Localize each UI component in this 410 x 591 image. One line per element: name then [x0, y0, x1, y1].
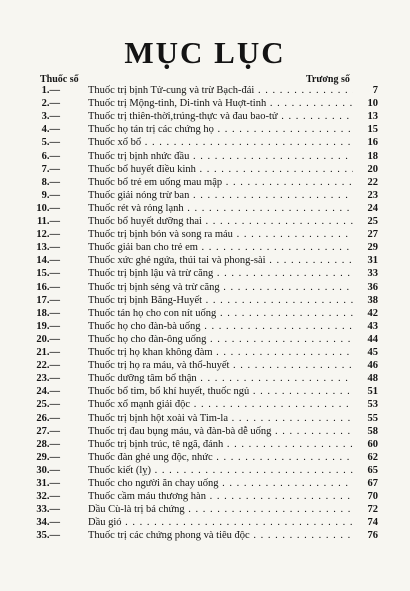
toc-entry [0, 163, 410, 176]
toc-entry [0, 438, 410, 451]
toc-entry-title: Thuốc bổ tim, bổ khí huyết, thuốc ngủ . . . [88, 385, 353, 398]
toc-entry-page: 46 [367, 360, 378, 372]
toc-entry-title: Thuốc giải ban cho trẻ em . . . [88, 241, 353, 254]
toc-entry-page: 62 [367, 451, 378, 463]
toc-entry [0, 281, 410, 294]
toc-entry-number: 30.— [36, 464, 60, 476]
toc-entry-page: 24 [367, 202, 378, 214]
toc-entry-page: 45 [367, 347, 378, 358]
toc-entry-page: 58 [367, 425, 378, 437]
toc-entry-number: 22.— [36, 360, 60, 372]
toc-entry [0, 451, 410, 464]
toc-entry-number: 32.— [36, 491, 60, 503]
toc-entry-number: 33.— [36, 504, 60, 516]
toc-entry [0, 359, 410, 372]
toc-entry-page: 44 [367, 333, 378, 345]
toc-entry-number: 4.— [41, 124, 60, 136]
toc-entry [0, 464, 410, 477]
toc-entry-number: 14.— [36, 255, 60, 267]
toc-entry-number: 8.— [41, 176, 60, 188]
toc-entry-page: 76 [367, 530, 378, 542]
toc-entry [0, 176, 410, 189]
toc-entry-title: Thuốc trị thiên-thời,trúng-thực và đau bao-tử . . . [88, 110, 353, 123]
toc-entry-title: Thuốc trị bịnh hột xoài và Tim-la . . . [88, 412, 353, 425]
toc-entry-number: 16.— [36, 281, 60, 293]
toc-entry [0, 123, 410, 136]
toc-entry-page: 72 [367, 504, 378, 516]
toc-entry [0, 189, 410, 202]
toc-entry [0, 477, 410, 490]
toc-entry-number: 34.— [36, 517, 60, 529]
toc-entry-number: 12.— [36, 229, 60, 241]
toc-entry [0, 97, 410, 110]
toc-entry-title: Thuốc họ cho đàn-ông uống . . . [88, 333, 353, 346]
toc-entry-title: Thuốc trị bịnh trúc, tê ngã, đánh . . . [88, 438, 353, 451]
toc-entry-title: Thuốc kiết (lỵ) . . . [88, 464, 353, 477]
toc-entry-title: Thuốc trị Mộng-tinh, Di-tinh và Huợt-tinh . . . [88, 97, 353, 110]
toc-entry-page: 53 [367, 399, 378, 411]
toc-entry-page: 15 [367, 124, 378, 136]
toc-entry [0, 503, 410, 516]
toc-entry-number: 10.— [36, 202, 60, 214]
toc-entry-title: Thuốc bổ trẻ em uống mau mập . . . [88, 176, 353, 189]
toc-entry [0, 228, 410, 241]
toc-entry-number: 18.— [36, 307, 60, 319]
toc-entry-number: 28.— [36, 438, 60, 450]
toc-entry-page: 36 [367, 281, 378, 293]
toc-entry [0, 267, 410, 280]
toc-entry-page: 27 [367, 229, 378, 241]
toc-entry [0, 254, 410, 267]
toc-entry-title: Dầu gió . . . [88, 516, 353, 529]
toc-entry-title: Dầu Cù-là trị bá chứng . . . [88, 503, 353, 516]
toc-entry-page: 7 [372, 85, 378, 96]
toc-entry-page: 65 [367, 464, 378, 476]
toc-entry-number: 27.— [36, 425, 60, 437]
toc-entry-title: Thuốc rét và rỏng lạnh . . . [88, 202, 353, 215]
toc-entry [0, 372, 410, 385]
toc-entry [0, 516, 410, 529]
toc-entry-page: 20 [367, 163, 378, 175]
toc-entry [0, 150, 410, 163]
toc-entry-number: 21.— [36, 347, 60, 358]
toc-entry-title: Thuốc tán họ cho con nít uống . . . [88, 307, 353, 320]
toc-entry-page: 42 [367, 307, 378, 319]
toc-entry-number: 7.— [41, 163, 60, 175]
toc-entry-title: Thuốc xổ bổ . . . [88, 136, 353, 149]
toc-entry-number: 3.— [41, 111, 60, 123]
toc-entry-title: Thuốc cầm máu thương hàn . . . [88, 490, 353, 503]
toc-entry-number: 17.— [36, 294, 60, 306]
toc-entry-number: 13.— [36, 242, 60, 254]
toc-entry-number: 11.— [36, 216, 60, 227]
toc-entry-title: Thuốc dưỡng tâm bổ thận . . . [88, 372, 353, 385]
toc-entry-page: 51 [367, 386, 378, 398]
toc-entry-page: 70 [367, 491, 378, 503]
toc-entry-title: Thuốc trị đau bụng máu, và đàn-bà dễ uống . . . [88, 425, 353, 438]
toc-entry [0, 215, 410, 228]
toc-entry [0, 307, 410, 320]
toc-entry-title: Thuốc bổ huyết điều kinh . . . [88, 163, 353, 176]
toc-entry-page: 43 [367, 320, 378, 332]
toc-entry-page: 31 [367, 255, 378, 267]
toc-entry [0, 84, 410, 97]
toc-entry-number: 20.— [36, 333, 60, 345]
toc-entry-page: 16 [367, 137, 378, 149]
column-header-page-number: Trương số [306, 74, 350, 85]
toc-entry [0, 320, 410, 333]
toc-entry-number: 29.— [36, 451, 60, 463]
toc-entry-title: Thuốc xổ mạnh giải độc . . . [88, 398, 353, 411]
toc-entry-number: 15.— [36, 268, 60, 280]
toc-entry-number: 26.— [36, 412, 60, 424]
toc-entry [0, 425, 410, 438]
toc-entry-title: Thuốc họ cho đàn-bà uống . . . [88, 320, 353, 333]
toc-entry [0, 110, 410, 123]
toc-entry-title: Thuốc trị bịnh Băng-Huyết . . . [88, 294, 353, 307]
toc-entry-title: Thuốc trị bịnh sẻng và trừ căng . . . [88, 281, 353, 294]
toc-entry [0, 241, 410, 254]
toc-entry [0, 529, 410, 542]
toc-entry-page: 33 [367, 268, 378, 280]
toc-entry-number: 31.— [36, 478, 60, 489]
toc-entry [0, 412, 410, 425]
toc-entry [0, 202, 410, 215]
toc-entry [0, 333, 410, 346]
toc-entry-page: 18 [367, 150, 378, 162]
toc-entry [0, 490, 410, 503]
toc-entry-number: 19.— [36, 320, 60, 332]
toc-entry-title: Thuốc xức ghẻ ngứa, thúi tai và phong-sài . . . [88, 254, 353, 267]
toc-entry-number: 24.— [36, 386, 60, 398]
toc-entry-page: 67 [367, 478, 378, 489]
toc-entry-page: 48 [367, 373, 378, 385]
toc-entry-title: Thuốc đàn ghẻ ung độc, nhức . . . [88, 451, 353, 464]
toc-entry [0, 294, 410, 307]
toc-entry-number: 2.— [41, 98, 60, 110]
toc-entry-page: 29 [367, 242, 378, 254]
toc-entry-number: 6.— [41, 150, 60, 162]
toc-entry-number: 25.— [36, 399, 60, 411]
toc-entry-page: 23 [367, 189, 378, 201]
toc-entry [0, 385, 410, 398]
page-title: MỤC LỤC [124, 35, 286, 70]
toc-entry-page: 55 [367, 412, 378, 424]
toc-entry-title: Thuốc trị các chứng phong và tiêu độc . . . [88, 529, 353, 542]
toc-entry-title: Thuốc giải nóng trừ ban . . . [88, 189, 353, 202]
toc-entry [0, 346, 410, 359]
toc-entry-number: 5.— [41, 137, 60, 149]
toc-entry-title: Thuốc trị bịnh bón và song ra máu . . . [88, 228, 353, 241]
toc-entry-title: Thuốc cho người ăn chay uống . . . [88, 477, 353, 490]
toc-entry-number: 9.— [41, 189, 60, 201]
toc-entry-page: 60 [367, 438, 378, 450]
toc-entry-page: 13 [367, 111, 378, 123]
toc-entry-page: 74 [367, 517, 378, 529]
toc-entry-title: Thuốc trị bịnh lậu và trừ căng . . . [88, 267, 353, 280]
toc-entry-number: 1.— [41, 85, 60, 96]
toc-entry-title: Thuốc họ tán trị các chứng họ . . . [88, 123, 353, 136]
toc-entry-number: 23.— [36, 373, 60, 385]
toc-entry-page: 25 [367, 216, 378, 227]
column-header-remedy-number: Thuốc số [40, 74, 79, 85]
toc-entry [0, 136, 410, 149]
toc-entry-page: 22 [367, 176, 378, 188]
toc-entry-title: Thuốc bổ huyết dưỡng thai . . . [88, 215, 353, 228]
toc-entry-title: Thuốc trị họ khan không đàm . . . [88, 346, 353, 359]
toc-entry [0, 398, 410, 411]
toc-entry-title: Thuốc trị bịnh nhức đầu . . . [88, 150, 353, 163]
toc-entry-title: Thuốc trị họ ra máu, và thổ-huyết . . . [88, 359, 353, 372]
toc-entry-title: Thuốc trị bịnh Tử-cung và trừ Bạch-đái . . . [88, 84, 353, 97]
toc-entry-page: 10 [367, 98, 378, 110]
toc-entry-page: 38 [367, 294, 378, 306]
toc-entry-number: 35.— [36, 530, 60, 542]
